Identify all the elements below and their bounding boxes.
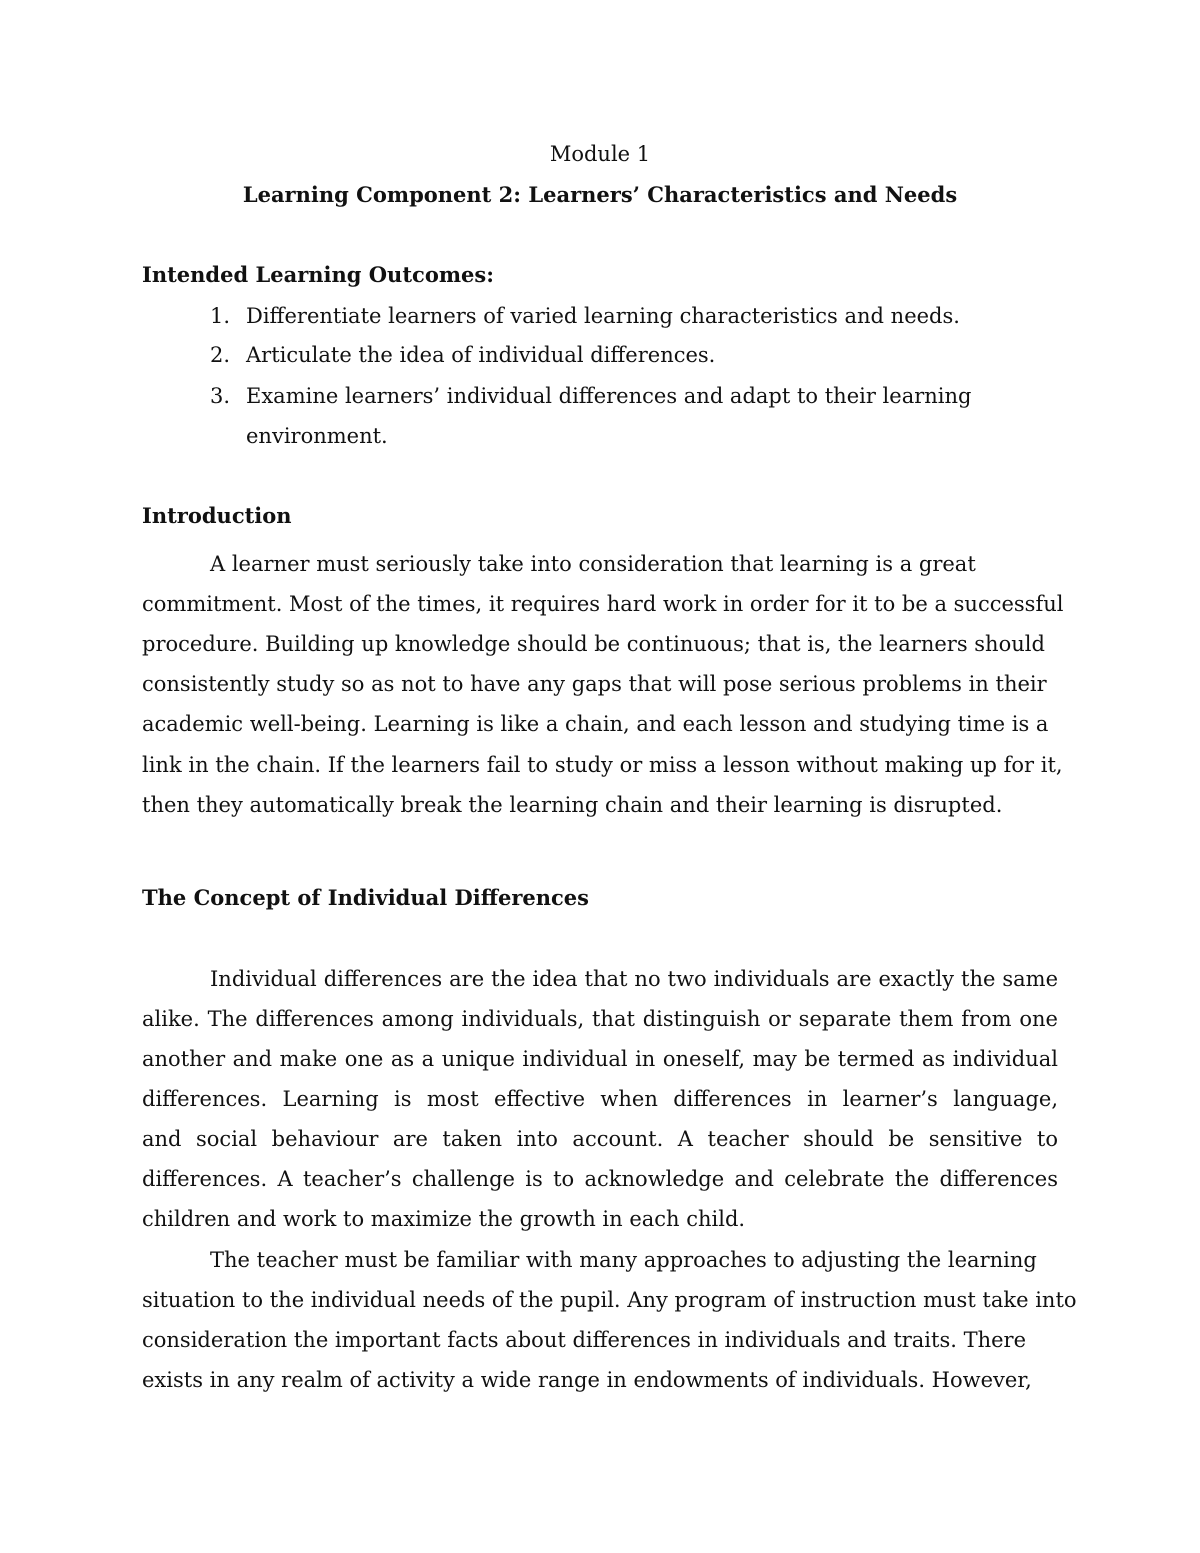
outcome-number: 1. xyxy=(210,304,231,328)
outcomes-heading: Intended Learning Outcomes: xyxy=(142,262,494,287)
introduction-line: link in the chain. If the learners fail to study or miss a lesson without making up for it, xyxy=(142,753,1063,777)
outcome-text-continued: environment. xyxy=(246,424,388,448)
introduction-heading: Introduction xyxy=(142,503,292,528)
outcome-text: Examine learners’ individual differences and adapt to their learning xyxy=(246,384,972,408)
module-label: Module 1 xyxy=(549,142,651,166)
introduction-line: consistently study so as not to have any gaps that will pose serious problems in their xyxy=(142,672,1047,696)
introduction-line: A learner must seriously take into consideration that learning is a great xyxy=(210,552,976,576)
concept-paragraph-line: The teacher must be familiar with many approaches to adjusting the learning xyxy=(210,1248,1037,1272)
introduction-line: academic well-being. Learning is like a chain, and each lesson and studying time is a xyxy=(142,712,1049,736)
concept-paragraph-line: consideration the important facts about differences in individuals and traits. There xyxy=(142,1328,1027,1352)
concept-paragraph-line: alike. The differences among individuals, that distinguish or separate them from one xyxy=(142,1007,1058,1031)
concept-paragraph-line: and social behaviour are taken into account. A teacher should be sensitive to xyxy=(142,1127,1058,1151)
outcome-text: Articulate the idea of individual differences. xyxy=(246,343,716,367)
outcome-number: 2. xyxy=(210,343,231,367)
concept-paragraph-line: differences. A teacher’s challenge is to acknowledge and celebrate the differences xyxy=(142,1167,1058,1191)
introduction-line: procedure. Building up knowledge should be continuous; that is, the learners should xyxy=(142,632,1045,656)
concept-paragraph-line: children and work to maximize the growth in each child. xyxy=(142,1207,746,1231)
introduction-line: then they automatically break the learning chain and their learning is disrupted. xyxy=(142,793,1003,817)
concept-paragraph-line: Individual differences are the idea that no two individuals are exactly the same xyxy=(210,967,1058,991)
concept-paragraph-line: situation to the individual needs of the pupil. Any program of instruction must take into xyxy=(142,1288,1077,1312)
concept-paragraph-line: differences. Learning is most effective when differences in learner’s language, xyxy=(142,1087,1058,1111)
component-title: Learning Component 2: Learners’ Characteristics and Needs xyxy=(242,182,958,207)
concept-paragraph-line: exists in any realm of activity a wide range in endowments of individuals. However, xyxy=(142,1368,1032,1392)
outcome-text: Differentiate learners of varied learning characteristics and needs. xyxy=(246,304,960,328)
introduction-line: commitment. Most of the times, it requires hard work in order for it to be a successful xyxy=(142,592,1064,616)
concept-paragraph-line: another and make one as a unique individual in oneself, may be termed as individual xyxy=(142,1047,1058,1071)
outcome-number: 3. xyxy=(210,384,231,408)
concept-heading: The Concept of Individual Differences xyxy=(142,885,589,910)
